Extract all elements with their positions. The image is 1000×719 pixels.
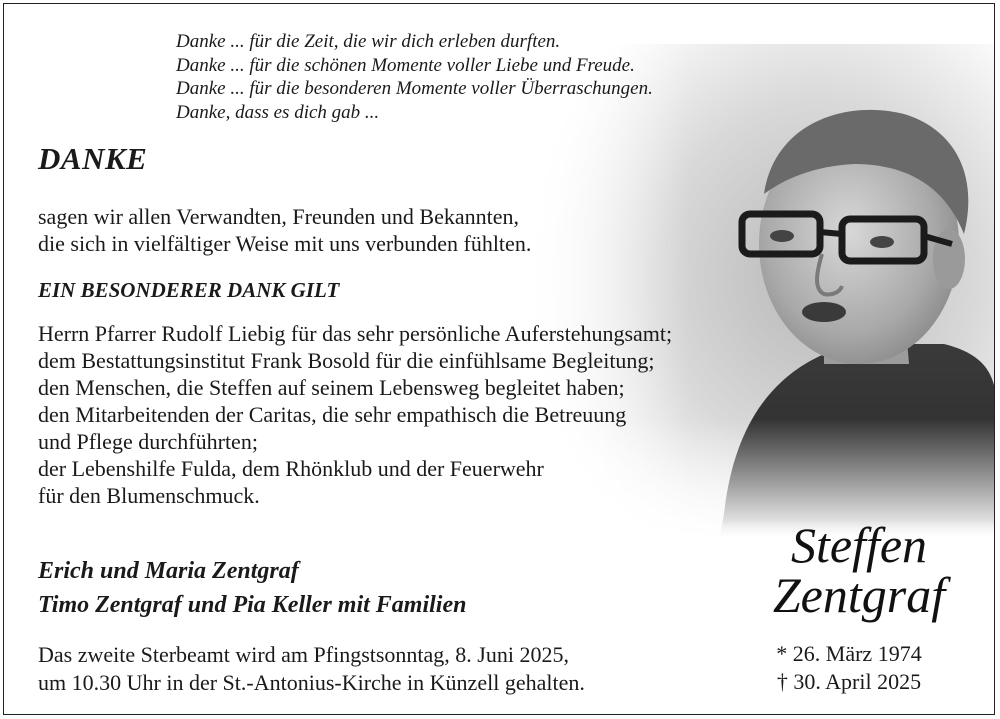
signers [38, 554, 466, 622]
mass-notice [38, 641, 585, 697]
special-thanks-line: Herrn Pfarrer Rudolf Liebig für das sehr persönliche Auferstehungsamt; [38, 321, 673, 346]
special-thanks-line: der Lebenshilfe Fulda, dem Rhönklub und der Feuerwehr [38, 456, 544, 481]
last-name: Zentgraf [772, 567, 946, 623]
poem-line: Danke, dass es dich gab ... [176, 101, 380, 123]
special-thanks-line: und Pflege durchführten; [38, 429, 258, 454]
heading: DANKE [38, 141, 148, 176]
first-name: Steffen [790, 517, 928, 573]
thanks-text [38, 203, 531, 257]
poem-line: Danke ... für die schönen Momente voller Liebe und Freude. [176, 54, 635, 76]
special-thanks-line: den Menschen, die Steffen auf seinem Lebensweg begleitet haben; [38, 375, 625, 400]
death-date: † 30. April 2025 [776, 669, 922, 694]
poem-line: Danke ... für die besonderen Momente voller Überraschungen. [176, 78, 653, 99]
special-thanks-list [38, 320, 738, 509]
special-thanks-line: den Mitarbeitenden der Caritas, die sehr empathisch die Betreuung [38, 402, 627, 427]
notice-line: Das zweite Sterbeamt wird am Pfingstsonntag, 8. Juni 2025, [38, 642, 569, 667]
special-thanks-line: für den Blumenschmuck. [38, 483, 260, 508]
thanks-line: sagen wir allen Verwandten, Freunden und Bekannten, [38, 204, 520, 229]
deceased-name [739, 517, 979, 623]
notice-line: um 10.30 Uhr in der St.-Antonius-Kirche in Künzell gehalten. [38, 670, 585, 695]
subheading: EIN BESONDERER DANK GILT [38, 278, 340, 302]
signer-line: Timo Zentgraf und Pia Keller mit Familien [38, 592, 467, 618]
signer-line: Erich und Maria Zentgraf [38, 558, 299, 584]
thanks-line: die sich in vielfältiger Weise mit uns verbunden fühlten. [38, 231, 532, 256]
special-thanks-line: dem Bestattungsinstitut Frank Bosold für die einfühlsame Begleitung; [38, 348, 655, 373]
poem-line: Danke ... für die Zeit, die wir dich erleben durften. [176, 31, 561, 52]
poem [176, 30, 653, 124]
obituary-card [3, 3, 995, 715]
life-dates [749, 640, 949, 696]
birth-date: * 26. März 1974 [776, 641, 922, 666]
